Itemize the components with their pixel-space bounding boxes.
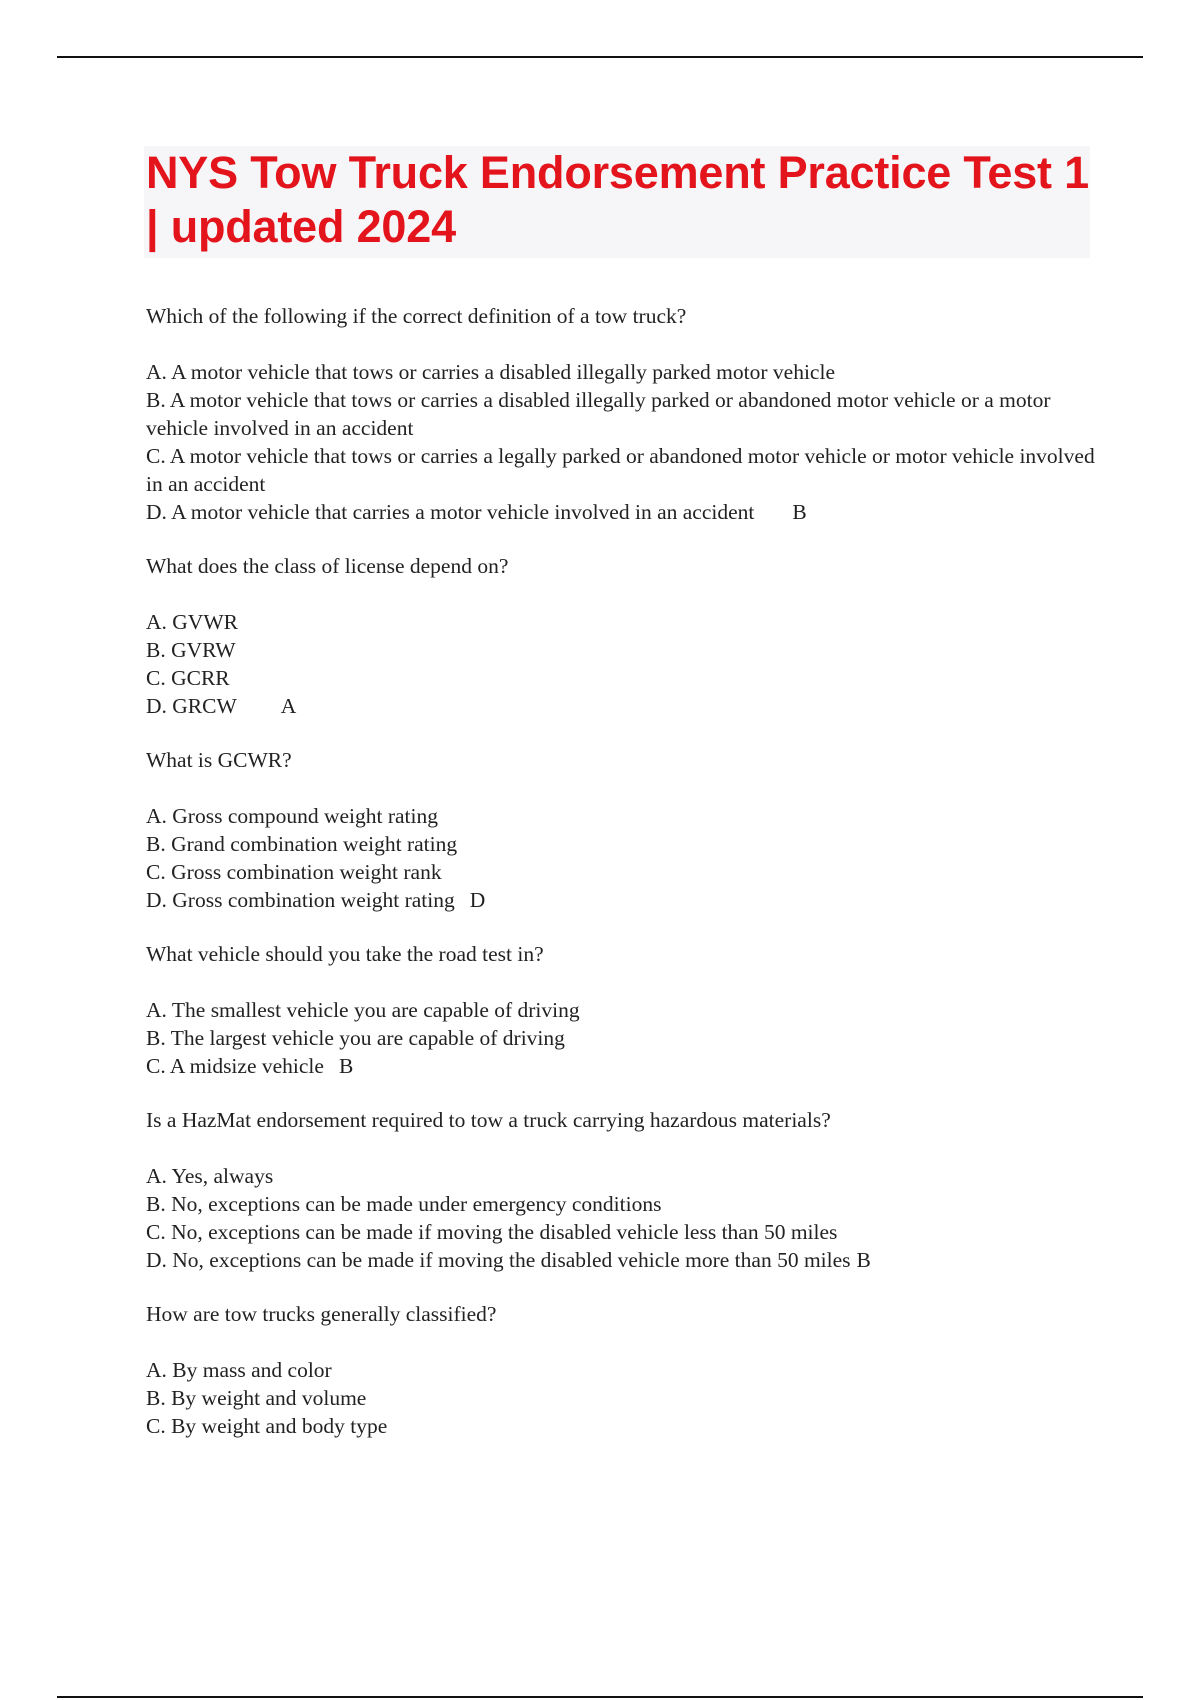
option-a: A. A motor vehicle that tows or carries a disabled illegally parked motor vehicle [146,360,835,384]
option-d: D. Gross combination weight rating [146,888,455,912]
question-block-3 [146,746,1096,914]
bottom-rule [57,1696,1143,1698]
option-c: C. A motor vehicle that tows or carries a legally parked or abandoned motor vehicle or motor vehicle involved in an accident [146,444,1095,496]
option-a: A. Yes, always [146,1164,274,1188]
option-b: B. The largest vehicle you are capable of driving [146,1026,565,1050]
option-c: C. GCRR [146,666,230,690]
answer-key: B [338,1054,354,1078]
question-block-2 [146,552,1096,720]
option-a: A. GVWR [146,610,238,634]
answer-key: B [856,1248,871,1272]
question-text: What does the class of license depend on? [146,554,509,578]
option-d-line [146,692,1096,720]
title-banner [144,146,1090,258]
answer-key: B [792,500,807,524]
option-c-line [146,1052,1096,1080]
option-d: D. A motor vehicle that carries a motor vehicle involved in an accident [146,500,755,524]
option-c: C. Gross combination weight rank [146,860,442,884]
option-c: C. A midsize vehicle [146,1054,324,1078]
question-block-4 [146,940,1096,1080]
answer-key: A [280,694,297,718]
option-a: A. By mass and color [146,1358,332,1382]
question-text: How are tow trucks generally classified? [146,1302,497,1326]
question-text: Is a HazMat endorsement required to tow a truck carrying hazardous materials? [146,1108,831,1132]
option-a: A. The smallest vehicle you are capable of driving [146,998,580,1022]
option-b: B. A motor vehicle that tows or carries a disabled illegally parked or abandoned motor vehicle or a motor vehicle involved in an accident [146,388,1051,440]
top-rule [57,56,1143,58]
option-d-line [146,498,1096,526]
option-a: A. Gross compound weight rating [146,804,439,828]
document-title: NYS Tow Truck Endorsement Practice Test 1 | updated 2024 [146,147,1089,252]
option-d-line [146,1246,1096,1274]
option-d-line [146,886,1096,914]
option-d: D. GRCW [146,694,237,718]
option-b: B. GVRW [146,638,236,662]
option-c: C. By weight and body type [146,1414,388,1438]
question-text: What is GCWR? [146,748,292,772]
answer-key: D [469,888,486,912]
question-text: Which of the following if the correct definition of a tow truck? [146,304,687,328]
question-block-5 [146,1106,1096,1274]
option-b: B. Grand combination weight rating [146,832,458,856]
question-list [146,302,1096,1466]
question-block-6 [146,1300,1096,1440]
option-b: B. By weight and volume [146,1386,367,1410]
question-text: What vehicle should you take the road test in? [146,942,544,966]
question-block-1 [146,302,1096,526]
option-b: B. No, exceptions can be made under emergency conditions [146,1192,662,1216]
option-c: C. No, exceptions can be made if moving the disabled vehicle less than 50 miles [146,1220,838,1244]
option-d: D. No, exceptions can be made if moving the disabled vehicle more than 50 miles [146,1248,851,1272]
